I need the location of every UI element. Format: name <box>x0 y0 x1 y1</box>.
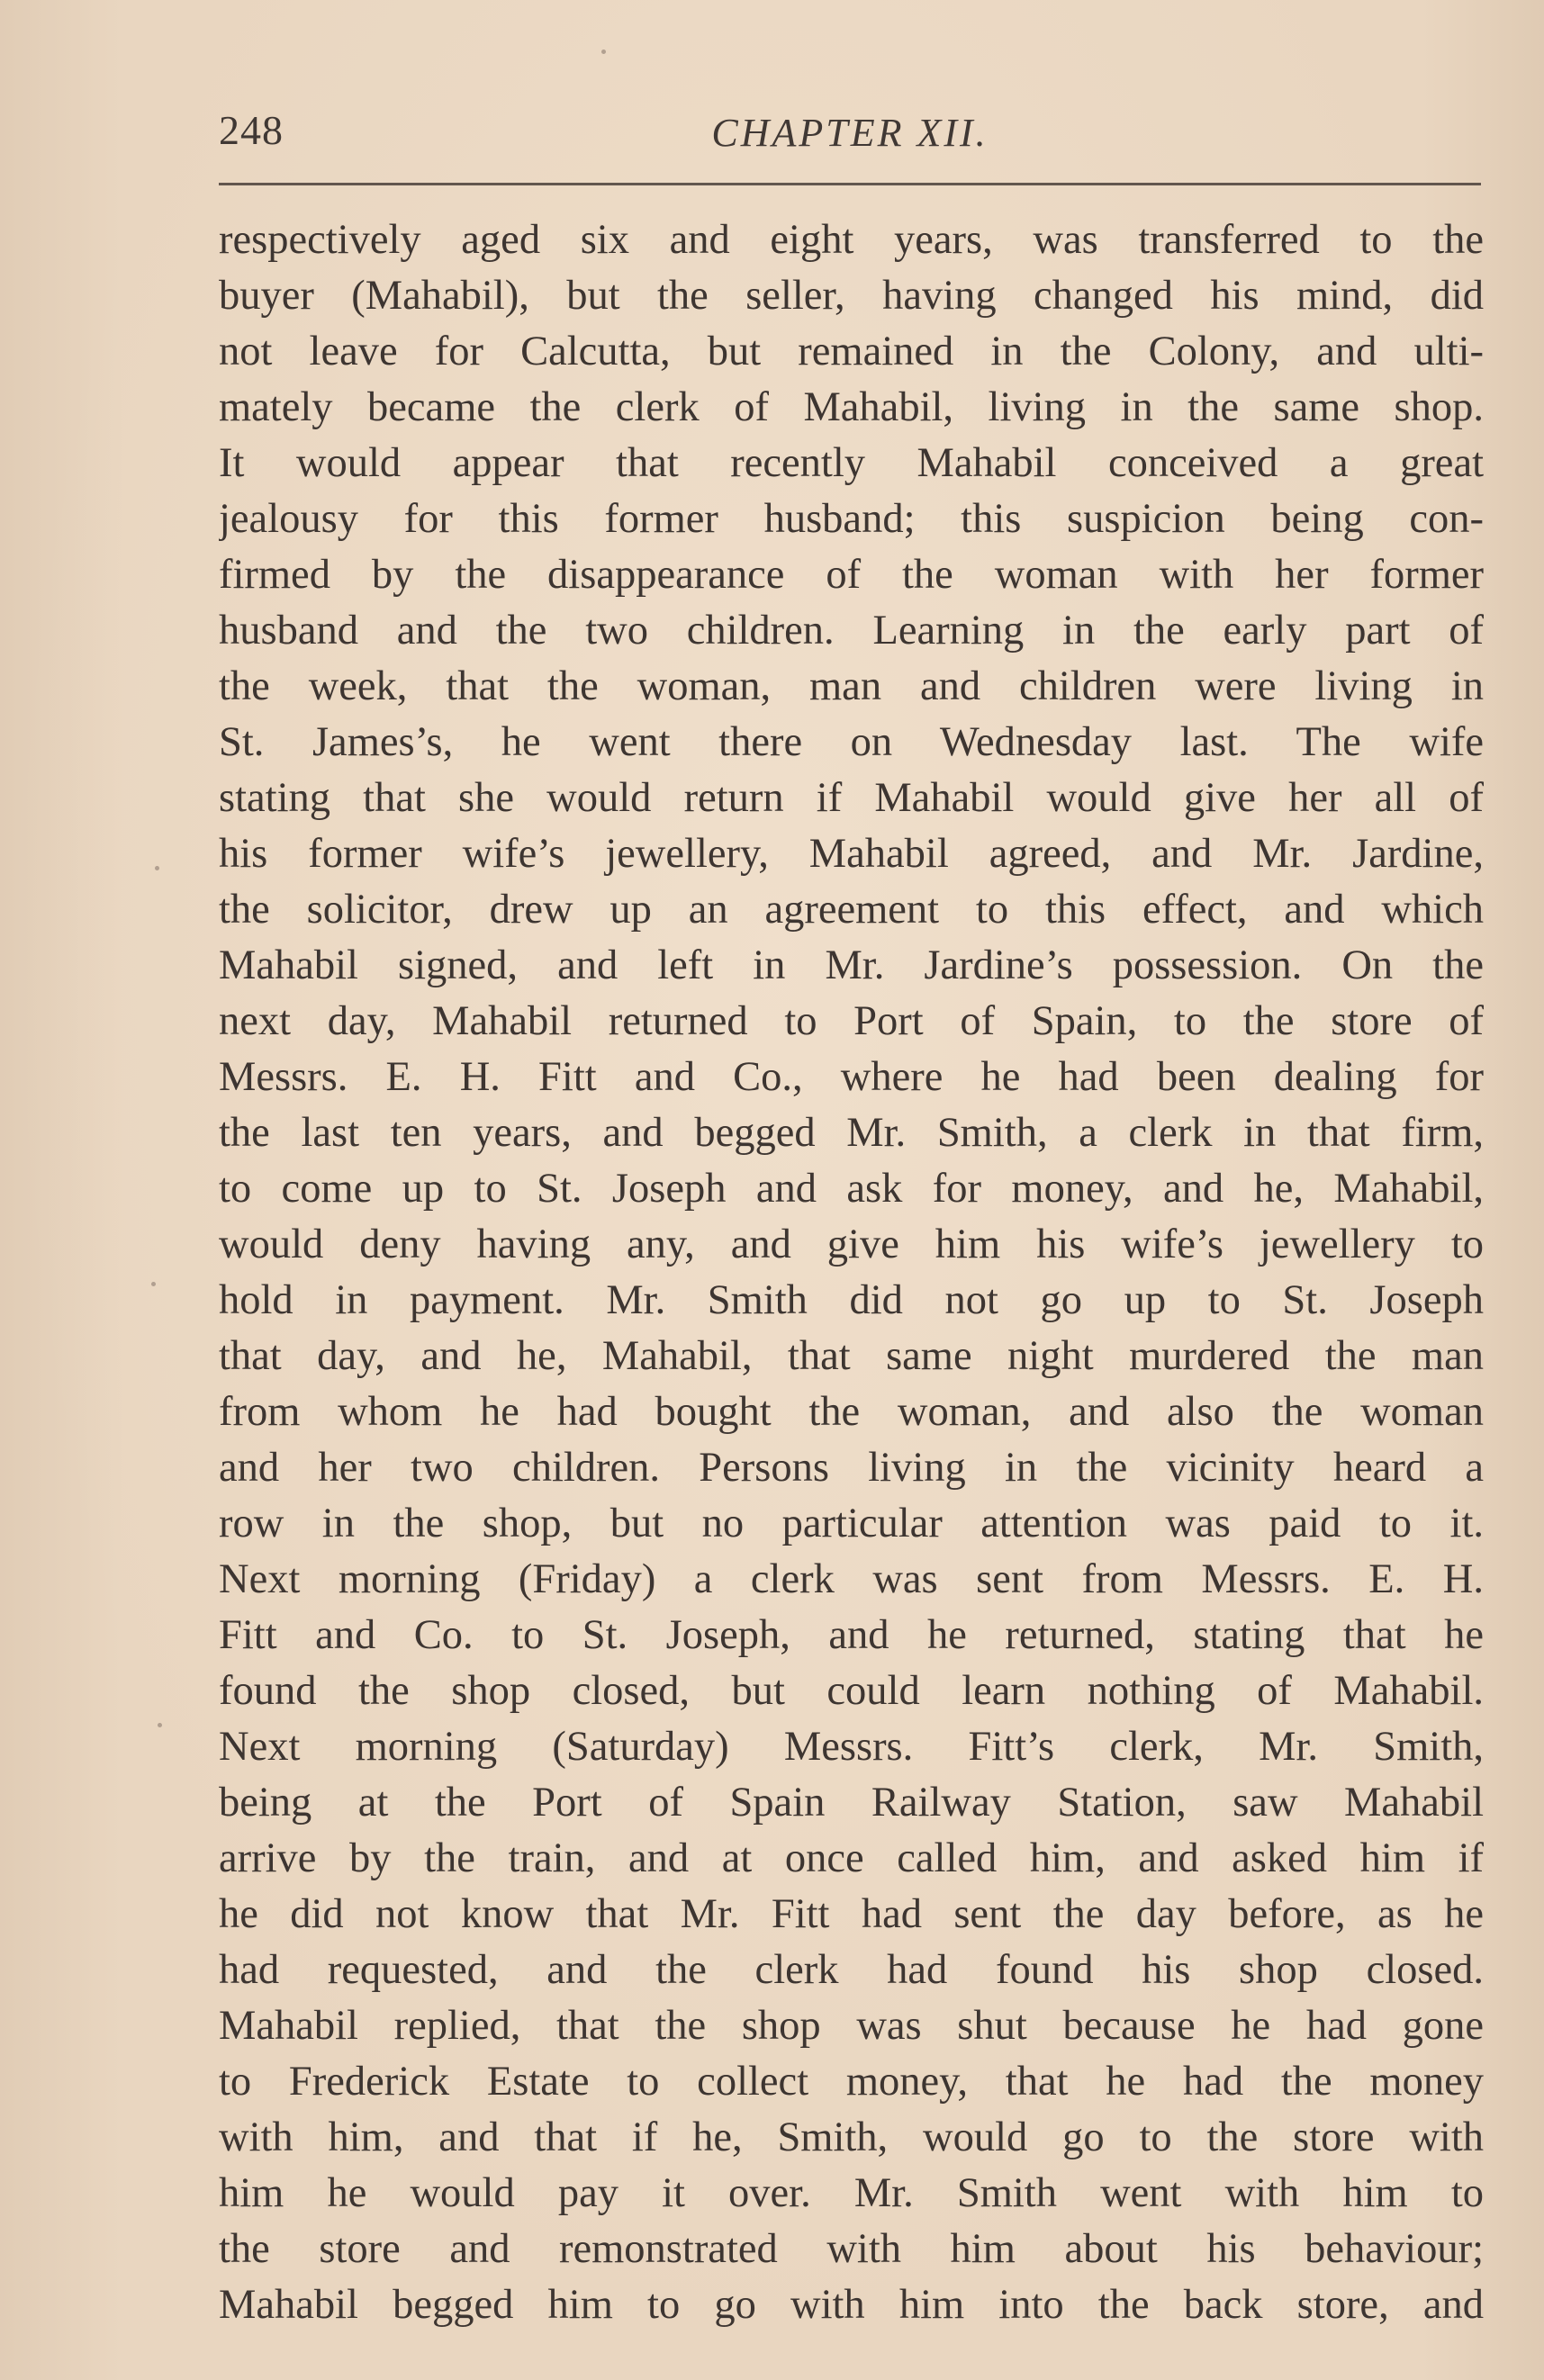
text-line: his former wife’s jewellery, Mahabil agreed, and Mr. Jardine, <box>219 831 1484 877</box>
text-line: to Frederick Estate to collect money, that he had the money <box>219 2059 1484 2105</box>
text-line: with him, and that if he, Smith, would go to the store with <box>219 2114 1484 2160</box>
text-line: the week, that the woman, man and children were living in <box>219 663 1484 709</box>
text-line: next day, Mahabil returned to Port of Spain, to the store of <box>219 998 1484 1044</box>
text-line: Mahabil replied, that the shop was shut because he had gone <box>219 2003 1484 2049</box>
page-header <box>219 106 1481 169</box>
text-line: arrive by the train, and at once called him, and asked him if <box>219 1835 1484 1881</box>
paper-speck <box>155 866 159 870</box>
text-line: the last ten years, and begged Mr. Smith, a clerk in that firm, <box>219 1110 1484 1156</box>
running-title: CHAPTER XII. <box>711 111 989 155</box>
text-line: him he would pay it over. Mr. Smith went with him to <box>219 2170 1484 2216</box>
header-rule <box>219 183 1481 185</box>
text-line: respectively aged six and eight years, was transferred to the <box>219 217 1484 263</box>
text-line: St. James’s, he went there on Wednesday last. The wife <box>219 719 1484 765</box>
text-line: Messrs. E. H. Fitt and Co., where he had been dealing for <box>219 1054 1484 1100</box>
text-line: Fitt and Co. to St. Joseph, and he returned, stating that he <box>219 1612 1484 1658</box>
page-number: 248 <box>219 107 284 153</box>
text-line: Mahabil signed, and left in Mr. Jardine’s possession. On the <box>219 942 1484 988</box>
text-line: firmed by the disappearance of the woman with her former <box>219 552 1484 598</box>
text-line: that day, and he, Mahabil, that same night murdered the man <box>219 1333 1484 1379</box>
text-line: he did not know that Mr. Fitt had sent the day before, as he <box>219 1891 1484 1937</box>
text-line: jealousy for this former husband; this suspicion being con- <box>219 496 1484 542</box>
text-line: Mahabil begged him to go with him into the back store, and <box>219 2282 1484 2328</box>
text-line: the solicitor, drew up an agreement to this effect, and which <box>219 887 1484 933</box>
text-line: found the shop closed, but could learn nothing of Mahabil. <box>219 1668 1484 1714</box>
text-line: husband and the two children. Learning in the early part of <box>219 608 1484 654</box>
paper-speck <box>601 50 606 54</box>
text-line: Next morning (Friday) a clerk was sent from Messrs. E. H. <box>219 1556 1484 1602</box>
text-line: Next morning (Saturday) Messrs. Fitt’s clerk, Mr. Smith, <box>219 1724 1484 1770</box>
text-line: and her two children. Persons living in the vicinity heard a <box>219 1445 1484 1491</box>
paper-speck <box>158 1723 162 1727</box>
text-line: not leave for Calcutta, but remained in the Colony, and ulti- <box>219 329 1484 374</box>
text-line: the store and remonstrated with him about his behaviour; <box>219 2226 1484 2272</box>
body-text <box>219 212 1484 2333</box>
text-line: buyer (Mahabil), but the seller, having changed his mind, did <box>219 273 1484 319</box>
text-line: from whom he had bought the woman, and also the woman <box>219 1389 1484 1435</box>
text-line: being at the Port of Spain Railway Station, saw Mahabil <box>219 1780 1484 1826</box>
text-line: mately became the clerk of Mahabil, living in the same shop. <box>219 384 1484 430</box>
text-line: stating that she would return if Mahabil would give her all of <box>219 775 1484 821</box>
text-line: hold in payment. Mr. Smith did not go up to St. Joseph <box>219 1277 1484 1323</box>
text-line: had requested, and the clerk had found his shop closed. <box>219 1947 1484 1993</box>
text-line: to come up to St. Joseph and ask for money, and he, Mahabil, <box>219 1166 1484 1212</box>
text-line: It would appear that recently Mahabil conceived a great <box>219 440 1484 486</box>
paper-speck <box>151 1282 156 1286</box>
text-line: row in the shop, but no particular attention was paid to it. <box>219 1501 1484 1546</box>
text-line: would deny having any, and give him his wife’s jewellery to <box>219 1222 1484 1267</box>
